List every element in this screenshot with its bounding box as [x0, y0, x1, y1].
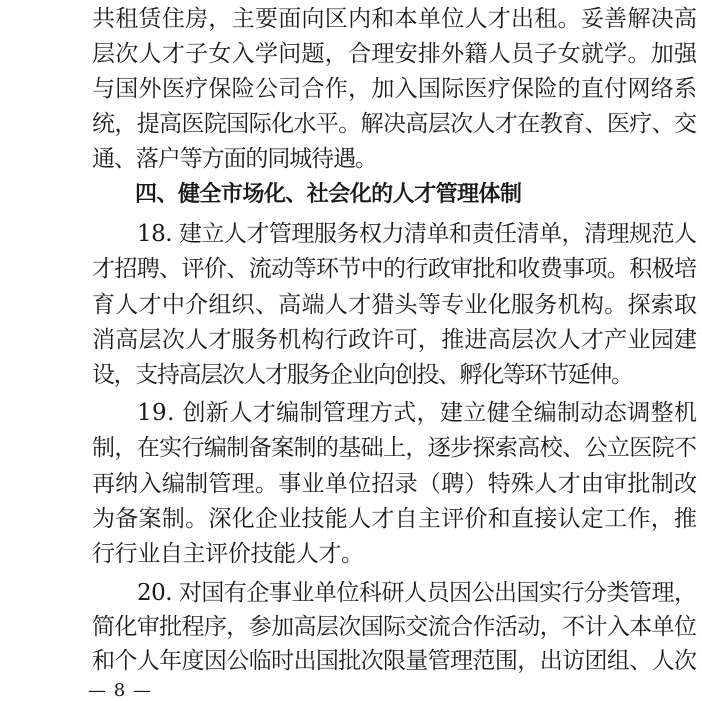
text-line: 统，提高医院国际化水平。解决高层次人才在教育、医疗、交: [92, 111, 697, 137]
text-line: 设，支持高层次人才服务企业向创投、孵化等环节延伸。: [92, 362, 633, 388]
text-line: 层次人才子女入学问题，合理安排外籍人员子女就学。加强: [92, 41, 698, 67]
text-line: 消高层次人才服务机构行政许可，推进高层次人才产业园建: [92, 327, 698, 353]
text-line: 行行业自主评价技能人才。: [92, 541, 364, 567]
text-line: 19. 创新人才编制管理方式，建立健全编制动态调整机: [137, 400, 698, 426]
text-line: 简化审批程序，参加高层次国际交流合作活动，不计入本单位: [92, 614, 697, 640]
text-line: 为备案制。深化企业技能人才自主评价和直接认定工作，推: [92, 506, 698, 532]
text-line: 才招聘、评价、流动等环节中的行政审批和收费事项。积极培: [92, 256, 697, 282]
text-line: 再纳入编制管理。事业单位招录（聘）特殊人才由审批制改: [92, 471, 698, 497]
page-number: — 8 —: [88, 680, 152, 701]
text-line: 和个人年度因公临时出国批次限量管理范围，出访团组、人次: [92, 648, 697, 674]
section-heading: 四、健全市场化、社会化的人才管理体制: [135, 182, 522, 207]
text-line: 18. 建立人才管理服务权力清单和责任清单，清理规范人: [137, 221, 697, 247]
text-line: 共租赁住房，主要面向区内和本单位人才出租。妥善解决高: [92, 6, 698, 32]
text-line: 通、落户等方面的同城待遇。: [92, 146, 377, 172]
text-line: 与国外医疗保险公司合作，加入国际医疗保险的直付网络系: [92, 76, 698, 102]
text-line: 育人才中介组织、高端人才猎头等专业化服务机构。探索取: [92, 292, 698, 318]
text-line: 制，在实行编制备案制的基础上，逐步探索高校、公立医院不: [92, 435, 697, 461]
text-line: 20. 对国有企事业单位科研人员因公出国实行分类管理，: [137, 580, 697, 606]
